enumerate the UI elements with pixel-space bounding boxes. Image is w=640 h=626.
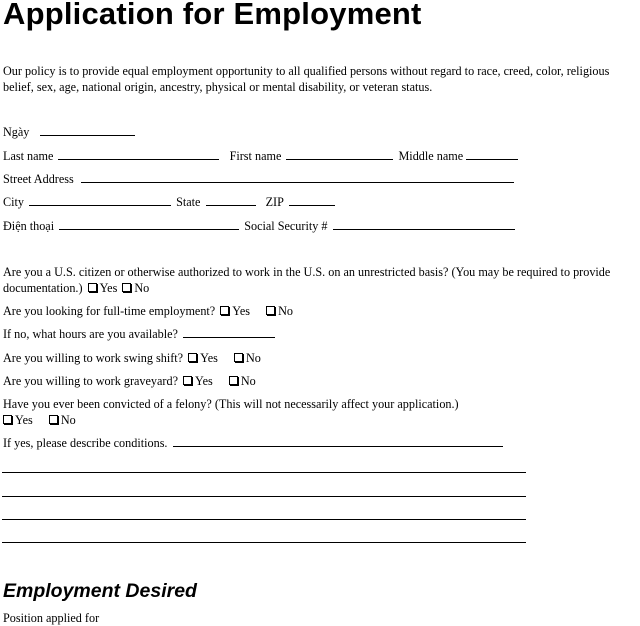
date-label: Ngày	[3, 125, 30, 139]
swing-question-text: Are you willing to work swing shift?	[3, 351, 184, 365]
page-title: Application for Employment	[3, 0, 422, 31]
full-time-yes-label: Yes	[232, 304, 250, 318]
employment-desired-heading: Employment Desired	[3, 580, 197, 602]
name-row	[3, 148, 520, 164]
state-field[interactable]	[206, 194, 256, 206]
city-label: City	[3, 195, 24, 209]
hours-question-text: If no, what hours are you available?	[3, 327, 178, 341]
graveyard-no-checkbox[interactable]	[229, 376, 238, 385]
citizen-question-text: Are you a U.S. citizen or otherwise authorized to work in the U.S. on an unrestricted basis? (You may be required to provide documentation.)	[3, 265, 611, 295]
full-time-question-text: Are you looking for full-time employment?	[3, 304, 216, 318]
citizen-no-label: No	[134, 281, 150, 295]
state-label: State	[176, 195, 201, 209]
middle-name-label: Middle name	[398, 149, 464, 163]
graveyard-no-label: No	[240, 374, 256, 388]
felony-no-checkbox[interactable]	[49, 415, 58, 424]
felony-question	[3, 396, 635, 428]
graveyard-yes-label: Yes	[195, 374, 213, 388]
city-state-zip-row	[3, 194, 337, 210]
describe-line-4[interactable]	[2, 542, 526, 543]
swing-yes-label: Yes	[200, 351, 218, 365]
felony-yes-checkbox[interactable]	[3, 415, 12, 424]
graveyard-question	[3, 373, 256, 389]
first-name-field[interactable]	[286, 148, 393, 160]
describe-conditions-label: If yes, please describe conditions.	[3, 436, 168, 450]
describe-line-2[interactable]	[2, 496, 526, 497]
last-name-field[interactable]	[58, 148, 219, 160]
swing-shift-question	[3, 350, 261, 366]
describe-line-1[interactable]	[2, 472, 526, 473]
hours-question	[3, 326, 277, 342]
hours-field[interactable]	[183, 326, 275, 338]
full-time-no-label: No	[278, 304, 293, 318]
street-address-field[interactable]	[81, 171, 514, 183]
date-row	[3, 124, 137, 140]
last-name-label: Last name	[3, 149, 54, 163]
graveyard-question-text: Are you willing to work graveyard?	[3, 374, 178, 388]
zip-label: ZIP	[265, 195, 284, 209]
citizen-question	[3, 264, 635, 296]
describe-conditions-row	[3, 435, 505, 451]
middle-name-field[interactable]	[466, 148, 518, 160]
full-time-no-checkbox[interactable]	[266, 306, 275, 315]
phone-field[interactable]	[59, 218, 239, 230]
swing-no-label: No	[245, 351, 261, 365]
zip-field[interactable]	[289, 194, 335, 206]
felony-yes-label: Yes	[15, 413, 33, 427]
first-name-label: First name	[229, 149, 282, 163]
full-time-yes-checkbox[interactable]	[220, 306, 229, 315]
date-field[interactable]	[40, 124, 135, 136]
graveyard-yes-checkbox[interactable]	[183, 376, 192, 385]
citizen-yes-label: Yes	[99, 281, 118, 295]
street-address-label: Street Address	[3, 172, 74, 186]
position-applied-label: Position applied for	[3, 611, 100, 625]
phone-ssn-row	[3, 218, 517, 234]
citizen-yes-checkbox[interactable]	[88, 283, 97, 292]
swing-yes-checkbox[interactable]	[188, 353, 197, 362]
equal-opportunity-policy: Our policy is to provide equal employment opportunity to all qualified persons without regard to race, creed, color, religious belief, sex, age, national origin, ancestry, physical or mental disability, or veteran status.	[3, 64, 610, 94]
ssn-label: Social Security #	[244, 219, 328, 233]
describe-line-3[interactable]	[2, 519, 526, 520]
felony-question-text: Have you ever been convicted of a felony? (This will not necessarily affect your application.)	[3, 397, 459, 411]
felony-no-label: No	[60, 413, 76, 427]
street-row	[3, 171, 516, 187]
ssn-field[interactable]	[333, 218, 515, 230]
citizen-no-checkbox[interactable]	[122, 283, 131, 292]
swing-no-checkbox[interactable]	[234, 353, 243, 362]
city-field[interactable]	[29, 194, 171, 206]
full-time-question	[3, 303, 293, 319]
phone-label: Điện thoại	[3, 219, 55, 233]
describe-conditions-field[interactable]	[173, 435, 503, 447]
